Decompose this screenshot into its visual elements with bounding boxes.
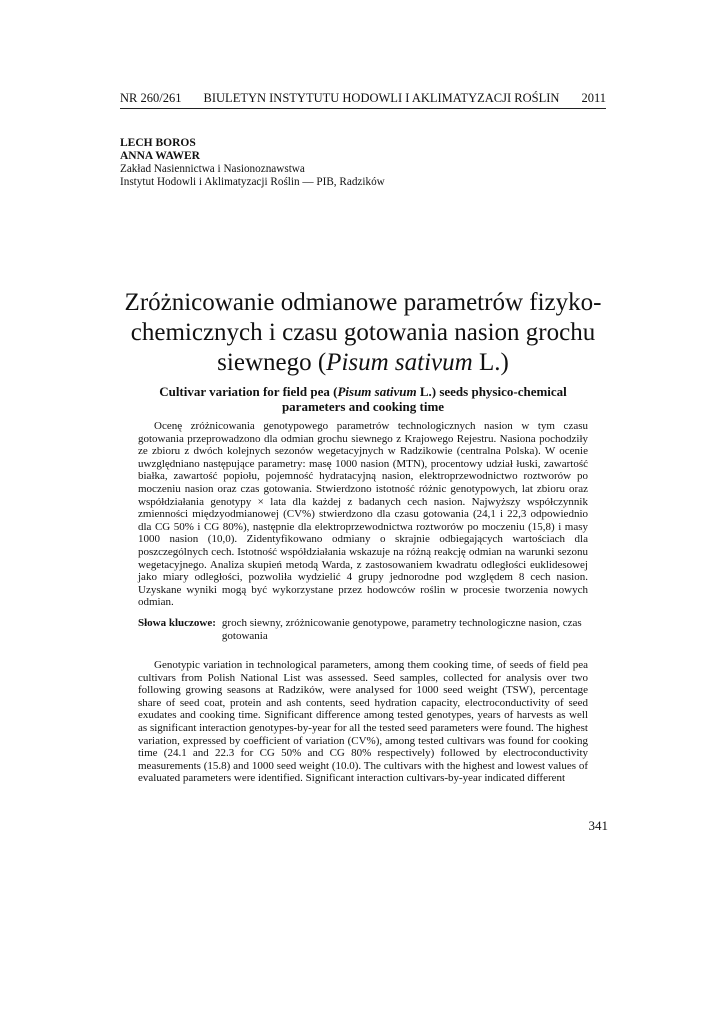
title-en-species: Pisum sativum xyxy=(337,384,417,399)
page-number: 341 xyxy=(588,818,608,833)
title-en-end: L.) seeds physico-chemical parameters and cooking time xyxy=(281,384,567,414)
article-title-english xyxy=(128,384,598,414)
issue-number: NR 260/261 xyxy=(120,91,182,105)
title-pl-main: Zróżnicowanie odmianowe parametrów fizyko-chemicznych i czasu gotowania nasion grochu siewnego ( xyxy=(124,289,602,376)
author-name: LECH BOROS xyxy=(120,137,196,149)
abstract-polish: Ocenę zróżnicowania genotypowego parametrów technologicznych nasion w tym czasu gotowania przeprowadzono dla odmian grochu siewnego z Krajowego Rejestru. Nasiona pochodziły ze zbioru z dwóch kolejnych sezonów wegetacyjnych w Radzikowie (centralna Polska). W ocenie uwzględniano następujące parametry: masę 1000 nasion (MTN), procentowy udział łuski, zawartość białka, zawartość popiołu, pojemność hydratacyjną nasion, elektroprzewodnictwo roztworów po moczeniu nasion oraz czas gotowania. Stwierdzono istotność różnic genotypowych, lat zbioru oraz współdziałania genotypy × lata dla każdej z badanych cech nasion. Najwyższy współczynnik zmienności międzyodmianowej (CV%) stwierdzono dla czasu gotowania (24,1 i 22,3 odpowiednio dla CG 50% i CG 80%), następnie dla elektroprzewodnictwa roztworów po moczeniu (15,8) i masy 1000 nasion (10,0). Zidentyfikowano odmiany o skrajnie odbiegających wartościach dla poszczególnych cech. Istotność współdziałania wskazuje na różną reakcję odmian na warunki sezonu wegetacyjnego. Analiza skupień metodą Warda, z zastosowaniem kwadratu odległości euklidesowej jako miary odległości, pozwoliła wydzielić 4 grupy jednorodne pod względem 8 cech nasion. Uzyskane wyniki mogą być wykorzystane przez hodowców roślin w procesie tworzenia nowych odmian. xyxy=(138,420,588,609)
title-en-start: Cultivar variation for field pea ( xyxy=(159,384,338,399)
keywords-label: Słowa kluczowe: xyxy=(138,617,216,629)
keywords-text: groch siewny, zróżnicowanie genotypowe, parametry technologiczne nasion, czas gotowania xyxy=(221,617,582,642)
author-department: Zakład Nasiennictwa i Nasionoznawstwa xyxy=(120,163,305,175)
keywords xyxy=(138,617,588,642)
abstract-english: Genotypic variation in technological parameters, among them cooking time, of seeds of field pea cultivars from Polish National List was assessed. Seed samples, collected for analysis over two following growing seasons at Radzików, were analysed for 1000 seed weight (TSW), percentage share of seed coat, protein and ash contents, seed hydration capacity, electroconductivity of seed exudates and cooking time. Significant difference among tested genotypes, years of harvests as well as significant interaction genotypes-by-year for all the tested seed parameters were found. The highest variation, expressed by coefficient of variation (CV%), among tested cultivars was found for cooking time (24.1 and 22.3 for CG 50% and CG 80% respectively) followed by electroconductivity measurements (15.8) and 1000 seed weight (10.0). The cultivars with the highest and lowest values of evaluated parameters were identified. Significant interaction cultivars-by-year indicated different xyxy=(138,659,588,785)
title-pl-species: Pisum sativum xyxy=(326,349,473,376)
title-pl-end: L.) xyxy=(472,349,509,376)
author-block xyxy=(120,137,606,189)
article-title-polish xyxy=(118,288,608,378)
publication-year: 2011 xyxy=(581,91,606,105)
running-header xyxy=(120,91,606,109)
journal-title: BIULETYN INSTYTUTU HODOWLI I AKLIMATYZACJI ROŚLIN xyxy=(203,91,560,105)
author-name: ANNA WAWER xyxy=(120,150,200,162)
author-institute: Instytut Hodowli i Aklimatyzacji Roślin — PIB, Radzików xyxy=(120,176,385,188)
